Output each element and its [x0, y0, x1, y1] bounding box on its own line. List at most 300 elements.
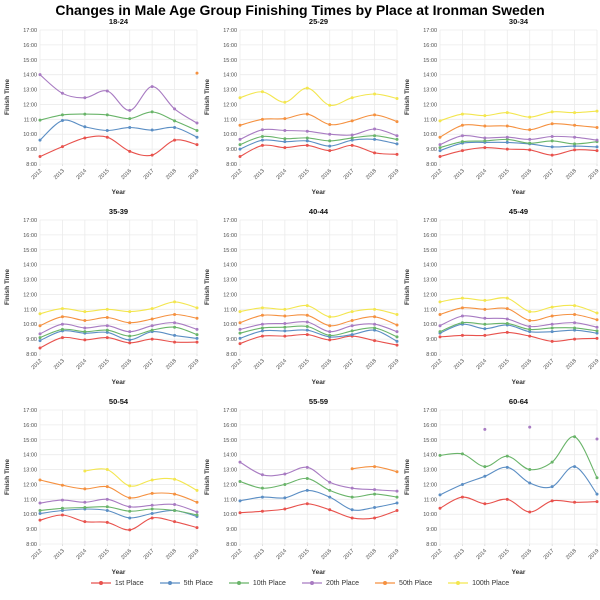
x-tick-label: 2016 — [120, 358, 134, 372]
data-point — [439, 493, 442, 496]
data-point — [373, 326, 376, 329]
data-point — [396, 330, 399, 333]
data-point — [173, 126, 176, 129]
x-tick-label: 2012 — [430, 548, 444, 562]
data-point — [128, 505, 131, 508]
data-point — [83, 125, 86, 128]
y-tick-label: 13:00 — [423, 467, 437, 474]
y-axis-label: Finish Time — [4, 79, 11, 115]
data-point — [573, 465, 576, 468]
x-tick-label: 2019 — [587, 358, 600, 372]
y-tick-label: 14:00 — [423, 452, 437, 459]
data-point — [551, 326, 554, 329]
data-point — [151, 154, 154, 157]
data-point — [461, 297, 464, 300]
y-tick-label: 12:00 — [423, 482, 437, 489]
y-tick-label: 16:00 — [23, 42, 37, 49]
data-point — [151, 504, 154, 507]
data-point — [573, 136, 576, 139]
legend-label: 1st Place — [114, 579, 144, 587]
y-tick-label: 15:00 — [23, 57, 37, 64]
x-axis-label: Year — [111, 189, 126, 196]
subplot-title: 50-54 — [108, 397, 129, 406]
data-point — [396, 335, 399, 338]
data-point — [239, 96, 242, 99]
data-point — [151, 492, 154, 495]
data-point — [106, 90, 109, 93]
data-point — [83, 326, 86, 329]
y-tick-label: 12:00 — [223, 482, 237, 489]
y-tick-label: 13:00 — [223, 467, 237, 474]
data-point — [396, 142, 399, 145]
x-tick-label: 2018 — [165, 168, 178, 182]
data-point — [106, 505, 109, 508]
data-point — [373, 308, 376, 311]
data-point — [151, 110, 154, 113]
y-tick-label: 8:00 — [426, 542, 437, 548]
data-point — [83, 330, 86, 333]
data-point — [39, 478, 42, 481]
data-point — [173, 321, 176, 324]
y-tick-label: 12:00 — [23, 102, 37, 109]
data-point — [83, 310, 86, 313]
y-tick-label: 13:00 — [23, 87, 37, 94]
data-point — [196, 337, 199, 340]
y-tick-label: 16:00 — [223, 422, 237, 429]
data-point — [328, 149, 331, 152]
data-point — [151, 516, 154, 519]
data-point — [573, 501, 576, 504]
data-point — [483, 428, 486, 431]
x-tick-label: 2013 — [52, 168, 66, 182]
y-tick-label: 14:00 — [23, 452, 37, 459]
data-point — [128, 117, 131, 120]
series-50th-place — [196, 72, 199, 75]
legend-swatch-20th-place — [302, 579, 322, 587]
data-point — [439, 330, 442, 333]
data-point — [373, 465, 376, 468]
data-point — [261, 487, 264, 490]
data-point — [461, 315, 464, 318]
y-tick-label: 13:00 — [423, 277, 437, 284]
legend-swatch-100th-place — [448, 579, 468, 587]
data-point — [261, 118, 264, 121]
data-point — [106, 485, 109, 488]
x-tick-label: 2016 — [320, 168, 334, 182]
subplot-title: 45-49 — [508, 207, 529, 216]
subplot-title: 55-59 — [308, 397, 329, 406]
subplot-title: 25-29 — [308, 17, 329, 26]
data-point — [483, 114, 486, 117]
y-tick-label: 11:00 — [23, 117, 37, 124]
x-tick-label: 2015 — [297, 358, 311, 372]
y-tick-label: 13:00 — [23, 467, 37, 474]
data-point — [439, 136, 442, 139]
data-point — [83, 520, 86, 523]
data-point — [396, 138, 399, 141]
subplot-60-64 — [400, 394, 600, 584]
y-tick-label: 11:00 — [223, 117, 237, 124]
y-tick-label: 17:00 — [223, 408, 237, 414]
data-point — [551, 306, 554, 309]
data-point — [483, 299, 486, 302]
data-point — [373, 516, 376, 519]
data-point — [106, 136, 109, 139]
y-tick-label: 10:00 — [23, 132, 37, 139]
data-point — [573, 148, 576, 151]
data-point — [106, 509, 109, 512]
data-point — [61, 307, 64, 310]
data-point — [106, 129, 109, 132]
x-tick-label: 2017 — [342, 358, 356, 372]
data-point — [151, 508, 154, 511]
data-point — [528, 116, 531, 119]
data-point — [283, 101, 286, 104]
y-tick-label: 14:00 — [23, 262, 37, 269]
grid-lines — [240, 410, 397, 546]
y-tick-label: 16:00 — [23, 422, 37, 429]
y-tick-label: 8:00 — [226, 162, 237, 168]
y-tick-label: 14:00 — [423, 262, 437, 269]
data-point — [283, 483, 286, 486]
data-point — [61, 328, 64, 331]
legend-label: 50th Place — [399, 579, 433, 587]
x-tick-label: 2013 — [452, 548, 466, 562]
y-axis-label: Finish Time — [4, 269, 11, 305]
data-point — [61, 323, 64, 326]
x-tick-label: 2013 — [252, 358, 266, 372]
data-point — [261, 139, 264, 142]
y-tick-label: 9:00 — [26, 527, 37, 534]
data-point — [396, 470, 399, 473]
data-point — [483, 327, 486, 330]
y-tick-label: 11:00 — [423, 117, 437, 124]
y-tick-label: 9:00 — [226, 147, 237, 154]
legend-swatch-10th-place — [229, 579, 249, 587]
data-point — [596, 139, 599, 142]
data-point — [83, 113, 86, 116]
x-axis-label: Year — [111, 379, 126, 386]
x-tick-label: 2017 — [542, 358, 556, 372]
data-point — [196, 513, 199, 516]
legend-swatch-5th-place — [160, 579, 180, 587]
x-tick-label: 2017 — [342, 548, 356, 562]
subplot-30-34 — [400, 14, 600, 204]
data-point — [328, 139, 331, 142]
subplot-title: 18-24 — [108, 17, 129, 26]
data-point — [261, 306, 264, 309]
subplot-canvas-60-64 — [400, 394, 600, 584]
data-point — [39, 512, 42, 515]
x-tick-label: 2015 — [497, 548, 511, 562]
data-point — [573, 326, 576, 329]
data-point — [106, 336, 109, 339]
data-point — [551, 315, 554, 318]
data-point — [173, 300, 176, 303]
y-tick-label: 15:00 — [23, 247, 37, 254]
data-point — [173, 313, 176, 316]
data-point — [283, 308, 286, 311]
y-tick-label: 17:00 — [423, 408, 437, 414]
y-tick-label: 14:00 — [223, 262, 237, 269]
data-point — [461, 140, 464, 143]
data-point — [461, 483, 464, 486]
x-tick-label: 2014 — [475, 358, 489, 372]
subplot-title: 40-44 — [308, 207, 329, 216]
data-point — [61, 507, 64, 510]
data-point — [351, 319, 354, 322]
y-tick-label: 9:00 — [426, 337, 437, 344]
data-point — [128, 126, 131, 129]
data-point — [61, 92, 64, 95]
chart-grid — [0, 14, 600, 584]
subplot-25-29 — [200, 14, 400, 204]
data-point — [328, 133, 331, 136]
data-point — [39, 502, 42, 505]
data-point — [551, 499, 554, 502]
data-point — [106, 498, 109, 501]
x-axis-label: Year — [511, 379, 526, 386]
data-point — [528, 319, 531, 322]
data-point — [151, 329, 154, 332]
y-tick-label: 16:00 — [423, 422, 437, 429]
data-point — [151, 318, 154, 321]
x-tick-label: 2013 — [452, 358, 466, 372]
y-tick-label: 9:00 — [426, 527, 437, 534]
data-point — [328, 104, 331, 107]
data-point — [196, 489, 199, 492]
data-point — [261, 329, 264, 332]
x-tick-label: 2012 — [230, 548, 244, 562]
y-tick-label: 9:00 — [26, 337, 37, 344]
data-point — [328, 334, 331, 337]
data-point — [328, 330, 331, 333]
subplot-title: 35-39 — [108, 207, 129, 216]
y-tick-label: 11:00 — [23, 307, 37, 314]
data-point — [461, 134, 464, 137]
data-point — [506, 136, 509, 139]
data-point — [528, 510, 531, 513]
y-tick-label: 15:00 — [23, 437, 37, 444]
chart-title: Changes in Male Age Group Finishing Times by Place at Ironman Sweden — [55, 2, 545, 18]
y-tick-label: 12:00 — [423, 102, 437, 109]
data-point — [506, 498, 509, 501]
y-tick-label: 15:00 — [223, 247, 237, 254]
y-tick-label: 10:00 — [223, 512, 237, 519]
data-point — [373, 323, 376, 326]
data-point — [239, 124, 242, 127]
x-tick-label: 2018 — [565, 358, 578, 372]
data-point — [283, 322, 286, 325]
data-point — [128, 310, 131, 313]
data-point — [396, 340, 399, 343]
x-tick-label: 2017 — [542, 548, 556, 562]
data-point — [396, 323, 399, 326]
x-tick-label: 2014 — [275, 358, 289, 372]
x-tick-label: 2012 — [30, 548, 44, 562]
x-tick-label: 2015 — [297, 548, 311, 562]
data-point — [351, 136, 354, 139]
y-tick-label: 10:00 — [423, 322, 437, 329]
data-point — [196, 333, 199, 336]
y-tick-label: 11:00 — [23, 497, 37, 504]
data-point — [551, 485, 554, 488]
data-point — [106, 468, 109, 471]
subplot-35-39 — [0, 204, 200, 394]
data-point — [373, 93, 376, 96]
data-point — [483, 317, 486, 320]
x-tick-label: 2014 — [475, 168, 489, 182]
y-tick-label: 13:00 — [223, 87, 237, 94]
x-tick-label: 2013 — [52, 358, 66, 372]
data-point — [439, 300, 442, 303]
legend-swatch-1st-place — [91, 579, 111, 587]
x-tick-label: 2013 — [252, 548, 266, 562]
x-axis-label: Year — [511, 569, 526, 576]
x-tick-label: 2013 — [52, 548, 66, 562]
y-tick-label: 8:00 — [426, 162, 437, 168]
data-point — [396, 496, 399, 499]
data-point — [261, 323, 264, 326]
data-point — [283, 129, 286, 132]
data-point — [573, 435, 576, 438]
data-point — [373, 339, 376, 342]
data-point — [551, 323, 554, 326]
data-point — [39, 155, 42, 158]
y-tick-label: 9:00 — [226, 527, 237, 534]
data-point — [128, 338, 131, 341]
data-point — [173, 520, 176, 523]
data-point — [461, 496, 464, 499]
subplot-canvas-50-54 — [0, 394, 200, 584]
data-point — [128, 341, 131, 344]
data-point — [551, 145, 554, 148]
data-point — [128, 528, 131, 531]
y-tick-label: 16:00 — [423, 232, 437, 239]
data-point — [483, 475, 486, 478]
data-point — [261, 90, 264, 93]
data-point — [573, 304, 576, 307]
y-tick-label: 15:00 — [423, 247, 437, 254]
subplot-canvas-55-59 — [200, 394, 400, 584]
data-point — [39, 519, 42, 522]
data-point — [596, 318, 599, 321]
data-point — [306, 139, 309, 142]
data-point — [573, 313, 576, 316]
data-point — [239, 499, 242, 502]
data-point — [306, 113, 309, 116]
y-tick-label: 16:00 — [23, 232, 37, 239]
data-point — [239, 511, 242, 514]
x-tick-label: 2018 — [565, 548, 578, 562]
data-point — [573, 338, 576, 341]
x-tick-label: 2015 — [97, 548, 111, 562]
data-point — [439, 155, 442, 158]
y-tick-label: 14:00 — [23, 72, 37, 79]
x-tick-label: 2012 — [430, 168, 444, 182]
data-point — [261, 326, 264, 329]
legend-item-10th-place — [229, 579, 286, 587]
data-point — [439, 313, 442, 316]
data-point — [151, 324, 154, 327]
subplot-50-54 — [0, 394, 200, 584]
data-point — [396, 509, 399, 512]
data-point — [128, 321, 131, 324]
subplot-45-49 — [400, 204, 600, 394]
series-20th-place — [483, 426, 598, 441]
x-tick-label: 2017 — [142, 358, 156, 372]
data-point — [39, 336, 42, 339]
y-tick-label: 8:00 — [26, 352, 37, 358]
data-point — [239, 461, 242, 464]
data-point — [551, 154, 554, 157]
data-point — [596, 329, 599, 332]
data-point — [196, 526, 199, 529]
y-tick-label: 10:00 — [423, 512, 437, 519]
x-tick-label: 2016 — [320, 548, 334, 562]
data-point — [573, 142, 576, 145]
data-point — [283, 335, 286, 338]
data-point — [196, 306, 199, 309]
y-tick-label: 14:00 — [423, 72, 437, 79]
data-point — [173, 326, 176, 329]
data-point — [439, 119, 442, 122]
legend-item-20th-place — [302, 579, 359, 587]
data-point — [528, 335, 531, 338]
data-point — [396, 490, 399, 493]
data-point — [306, 130, 309, 133]
x-tick-label: 2017 — [142, 168, 156, 182]
x-tick-label: 2019 — [387, 358, 400, 372]
x-tick-label: 2014 — [75, 548, 89, 562]
data-point — [128, 516, 131, 519]
data-point — [483, 139, 486, 142]
y-tick-label: 11:00 — [423, 497, 437, 504]
data-point — [396, 97, 399, 100]
x-axis-label: Year — [311, 379, 326, 386]
data-point — [173, 119, 176, 122]
data-point — [461, 149, 464, 152]
data-point — [439, 335, 442, 338]
data-point — [396, 313, 399, 316]
data-point — [196, 501, 199, 504]
x-tick-label: 2016 — [520, 358, 534, 372]
x-tick-label: 2012 — [30, 168, 44, 182]
data-point — [439, 146, 442, 149]
data-point — [596, 126, 599, 129]
data-point — [328, 481, 331, 484]
data-point — [483, 502, 486, 505]
x-tick-label: 2019 — [387, 168, 400, 182]
x-tick-label: 2016 — [120, 168, 134, 182]
subplot-canvas-35-39 — [0, 204, 200, 394]
data-point — [196, 341, 199, 344]
data-point — [306, 329, 309, 332]
x-tick-label: 2015 — [497, 358, 511, 372]
x-tick-label: 2019 — [187, 358, 200, 372]
y-axis-label: Finish Time — [404, 79, 411, 115]
data-point — [239, 148, 242, 151]
x-tick-label: 2018 — [165, 358, 178, 372]
data-point — [506, 466, 509, 469]
data-point — [39, 139, 42, 142]
data-point — [351, 96, 354, 99]
y-tick-label: 17:00 — [423, 28, 437, 34]
y-tick-label: 8:00 — [226, 542, 237, 548]
data-point — [596, 326, 599, 329]
data-point — [283, 329, 286, 332]
subplot-title: 60-64 — [508, 397, 529, 406]
